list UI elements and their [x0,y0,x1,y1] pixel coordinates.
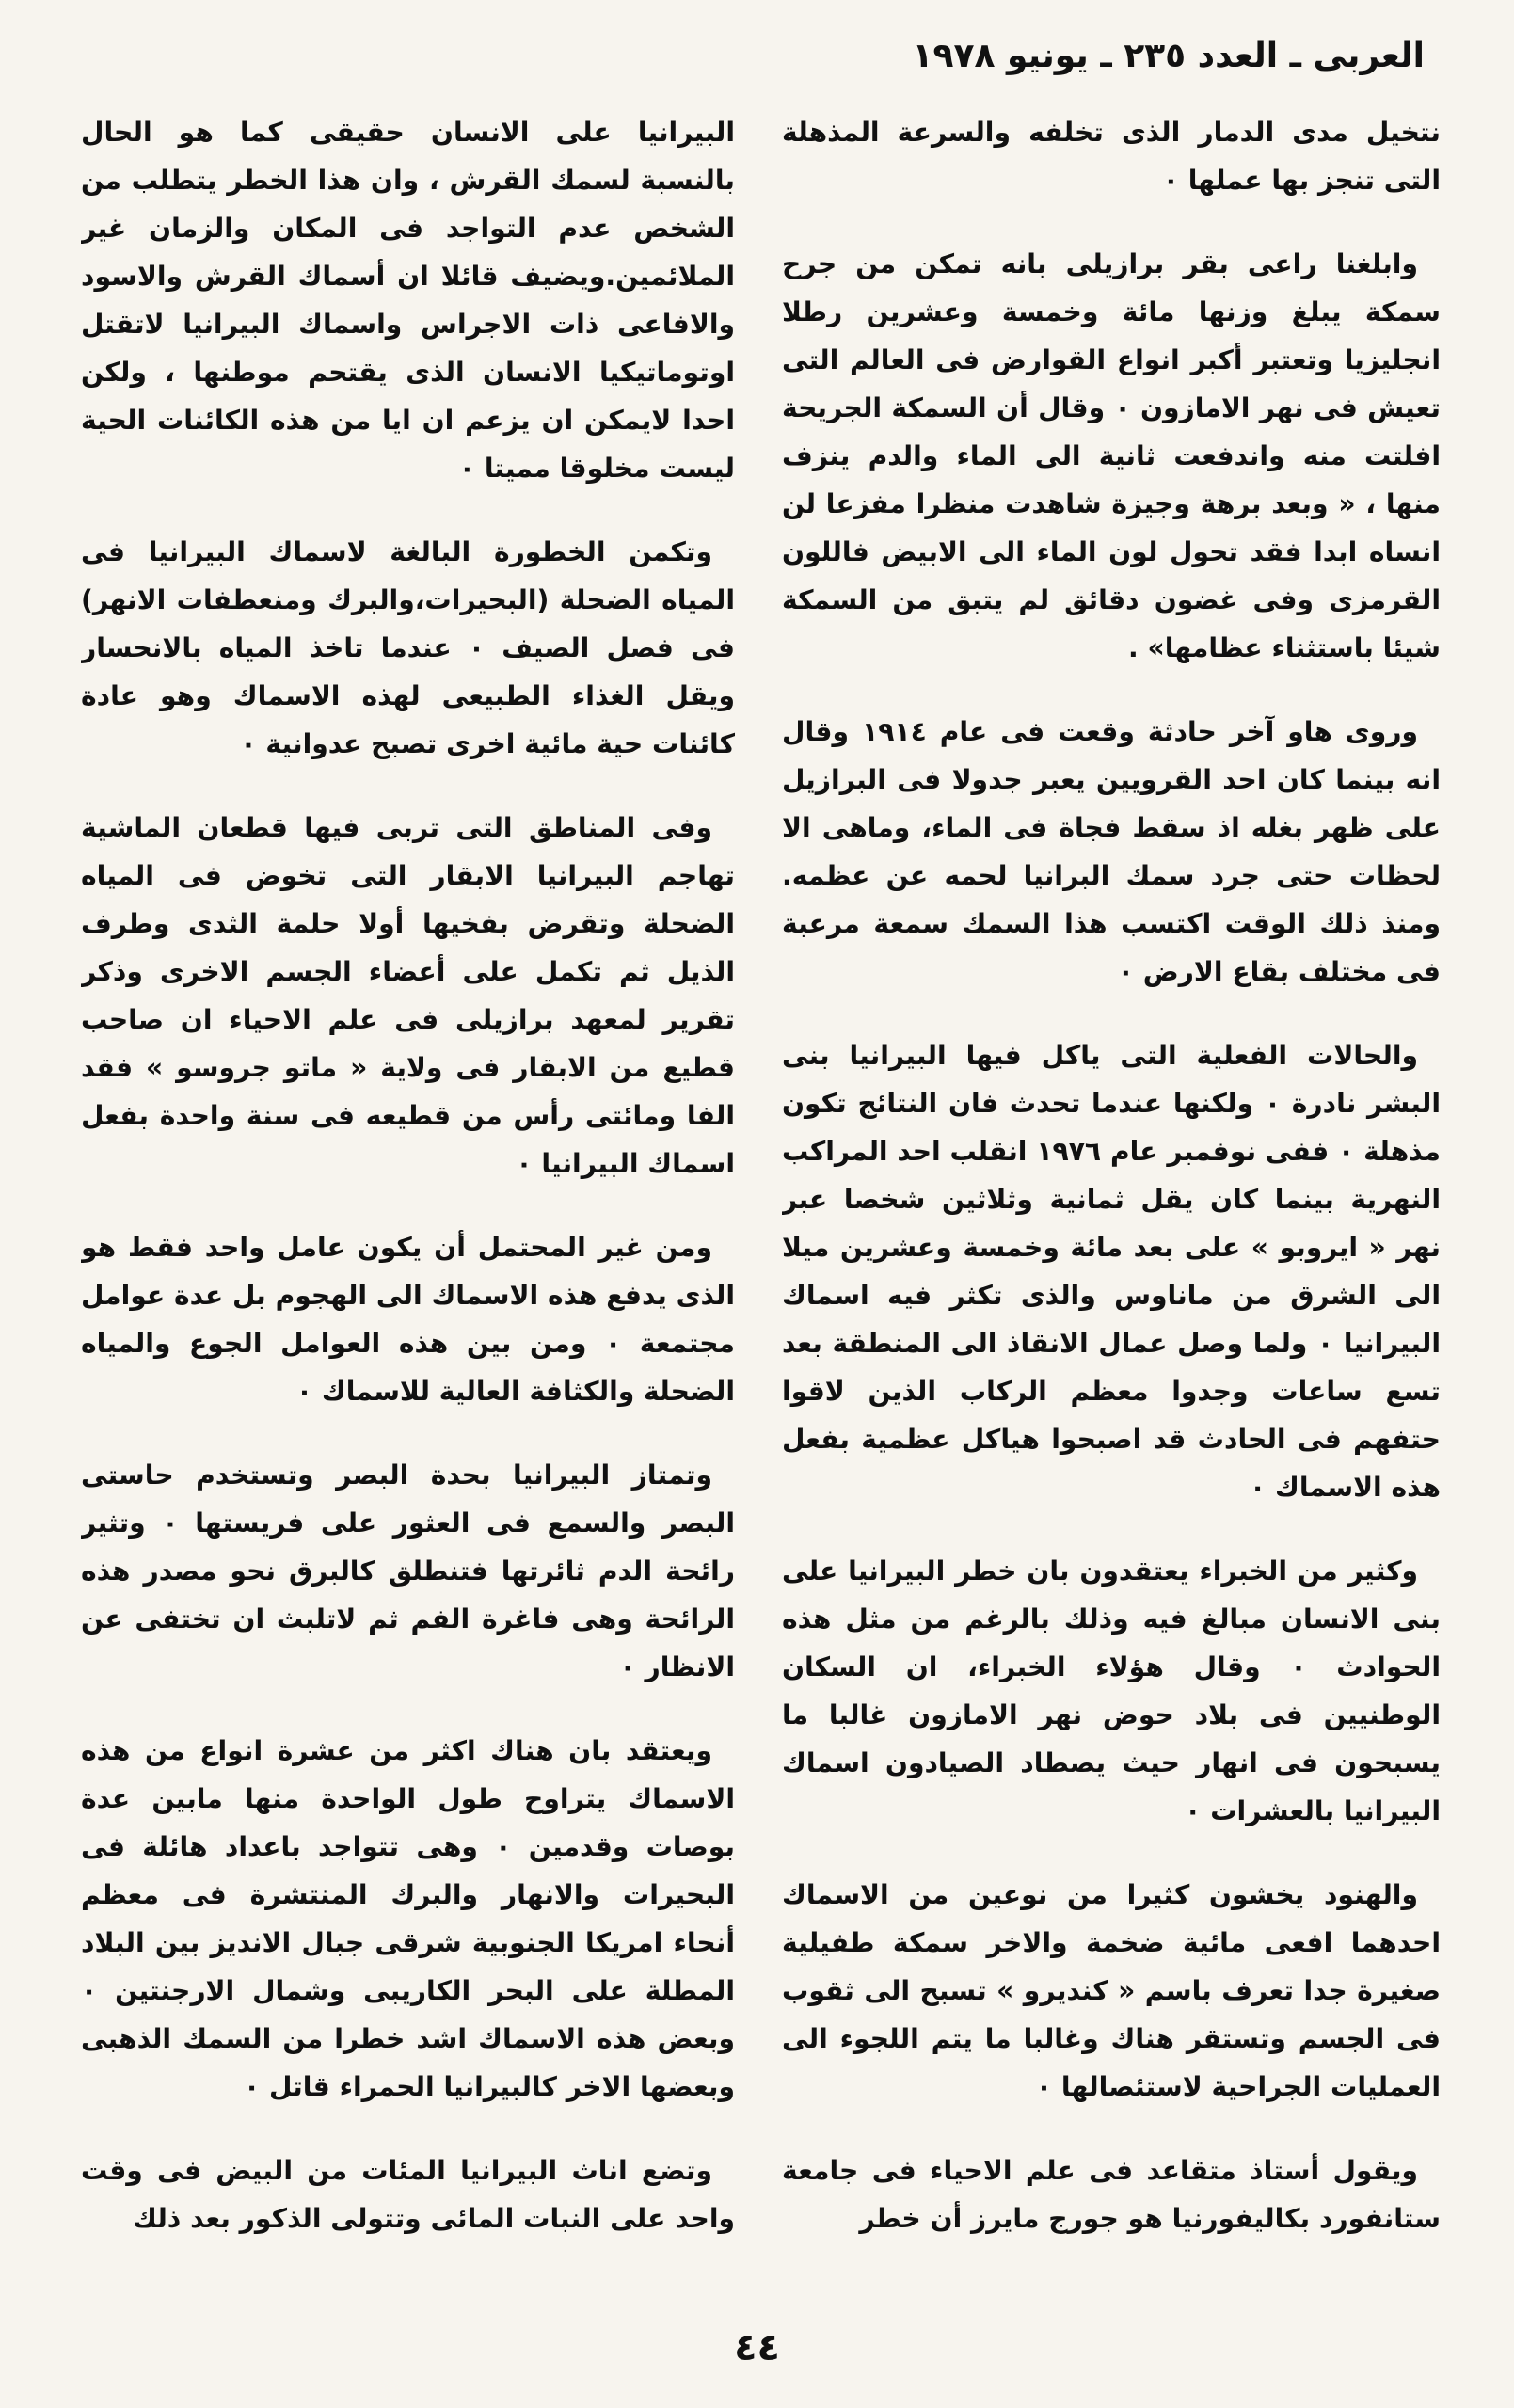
paragraph: وتضع اناث البيرانيا المئات من البيض فى وقت واحد على النبات المائى وتتولى الذكور بعد ذلك [81,2155,735,2234]
paragraph: ومن غير المحتمل أن يكون عامل واحد فقط هو الذى يدفع هذه الاسماك الى الهجوم بل عدة عوامل مجتمعة ٠ ومن بين هذه العوامل الجوع والمياه الضحلة والكثافة العالية للاسماك ٠ [81,1232,735,1407]
paragraph: نتخيل مدى الدمار الذى تخلفه والسرعة المذهلة التى تنجز بها عملها ٠ [782,117,1441,196]
paragraph: وروى هاو آخر حادثة وقعت فى عام ١٩١٤ وقال انه بينما كان احد القرويين يعبر جدولا فى البرازيل على ظهر بغله اذ سقط فجاة فى الماء، وماهى الا لحظات حتى جرد سمك البرانيا لحمه عن عظمه. ومنذ ذلك الوقت اكتسب هذا السمك سمعة مرعبة فى مختلف بقاع الارض ٠ [782,716,1441,987]
paragraph: وفى المناطق التى تربى فيها قطعان الماشية تهاجم البيرانيا الابقار التى تخوض فى المياه الضحلة وتقرض بفخيها أولا حلمة الثدى وطرف الذيل ثم تكمل على أعضاء الجسم الاخرى وذكر تقرير لمعهد برازيلى فى علم الاحياء ان صاحب قطيع من الابقار فى ولاية « ماتو جروسو » فقد الفا ومائتى رأس من قطيعه فى سنة واحدة بفعل اسماك البيرانيا ٠ [81,812,735,1179]
page-number: ٤٤ [734,2326,780,2369]
paragraph: ويقول أستاذ متقاعد فى علم الاحياء فى جامعة ستانفورد بكاليفورنيا هو جورج مايرز أن خطر [782,2155,1441,2234]
paragraph: وتمتاز البيرانيا بحدة البصر وتستخدم حاستى البصر والسمع فى العثور على فريستها ٠ وتثير رائحة الدم ثائرتها فتنطلق كالبرق نحو مصدر هذه الرائحة وهى فاغرة الفم ثم لاتلبث ان تختفى عن الانظار ٠ [81,1459,735,1682]
paragraph: والحالات الفعلية التى ياكل فيها البيرانيا بنى البشر نادرة ٠ ولكنها عندما تحدث فان النتائج تكون مذهلة ٠ ففى نوفمبر عام ١٩٧٦ انقلب احد المراكب النهرية بينما كان يقل ثمانية وثلاثين شخصا عبر نهر « ايروبو » على بعد مائة وخمسة وعشرين ميلا الى الشرق من ماناوس والذى تكثر فيه اسماك البيرانيا ٠ ولما وصل عمال الانقاذ الى المنطقة بعد تسع ساعات وجدوا معظم الركاب الذين لاقوا حتفهم فى الحادث قد اصبحوا هياكل عظمية بفعل هذه الاسماك ٠ [782,1040,1441,1503]
paragraph: وتكمن الخطورة البالغة لاسماك البيرانيا فى المياه الضحلة (البحيرات،والبرك ومنعطفات الانهر) فى فصل الصيف ٠ عندما تاخذ المياه بالانحسار ويقل الغذاء الطبيعى لهذه الاسماك وهو عادة كائنات حية مائية اخرى تصبح عدوانية ٠ [81,536,735,759]
paragraph: وابلغنا راعى بقر برازيلى بانه تمكن من جرح سمكة يبلغ وزنها مائة وخمسة وعشرين رطلا انجليزيا وتعتبر أكبر انواع القوارض فى العالم التى تعيش فى نهر الامازون ٠ وقال أن السمكة الجريحة افلتت منه واندفعت ثانية الى الماء والدم ينزف منها ، « وبعد برهة وجيزة شاهدت منظرا مفزعا لن انساه ابدا فقد تحول لون الماء الى الابيض فاللون القرمزى وفى غضون دقائق لم يتبق من السمكة شيئا باستثناء عظامها» . [782,248,1441,663]
paragraph: والهنود يخشون كثيرا من نوعين من الاسماك احدهما افعى مائية ضخمة والاخر سمكة طفيلية صغيرة جدا تعرف باسم « كنديرو » تسبح الى ثقوب فى الجسم وتستقر هناك وغالبا ما يتم اللجوء الى العمليات الجراحية لاستئصالها ٠ [782,1879,1441,2102]
paragraph: ويعتقد بان هناك اكثر من عشرة انواع من هذه الاسماك يتراوح طول الواحدة منها مابين عدة بوصات وقدمين ٠ وهى تتواجد باعداد هائلة فى البحيرات والانهار والبرك المنتشرة فى معظم أنحاء امريكا الجنوبية شرقى جبال الانديز بين البلاد المطلة على البحر الكاريبى وشمال الارجنتين ٠ وبعض هذه الاسماك اشد خطرا من السمك الذهبى وبعضها الاخر كالبيرانيا الحمراء قاتل ٠ [81,1735,735,2102]
article-column-left [81,108,735,2301]
paragraph: وكثير من الخبراء يعتقدون بان خطر البيرانيا على بنى الانسان مبالغ فيه وذلك بالرغم من مثل هذه الحوادث ٠ وقال هؤلاء الخبراء، ان السكان الوطنيين فى بلاد حوض نهر الامازون غالبا ما يسبحون فى انهار حيث يصطاد الصيادون اسماك البيرانيا بالعشرات ٠ [782,1555,1441,1826]
paragraph: البيرانيا على الانسان حقيقى كما هو الحال بالنسبة لسمك القرش ، وان هذا الخطر يتطلب من الشخص عدم التواجد فى المكان والزمان غير الملائمين.ويضيف قائلا ان أسماك القرش والاسود والافاعى ذات الاجراس واسماك البيرانيا لاتقتل اوتوماتيكيا الانسان الذى يقتحم موطنها ، ولكن احدا لايمكن ان يزعم ان ايا من هذه الكائنات الحية ليست مخلوقا مميتا ٠ [81,117,735,484]
running-header: العربى ـ العدد ٢٣٥ ـ يونيو ١٩٧٨ [912,37,1425,75]
article-column-right [782,108,1441,2301]
